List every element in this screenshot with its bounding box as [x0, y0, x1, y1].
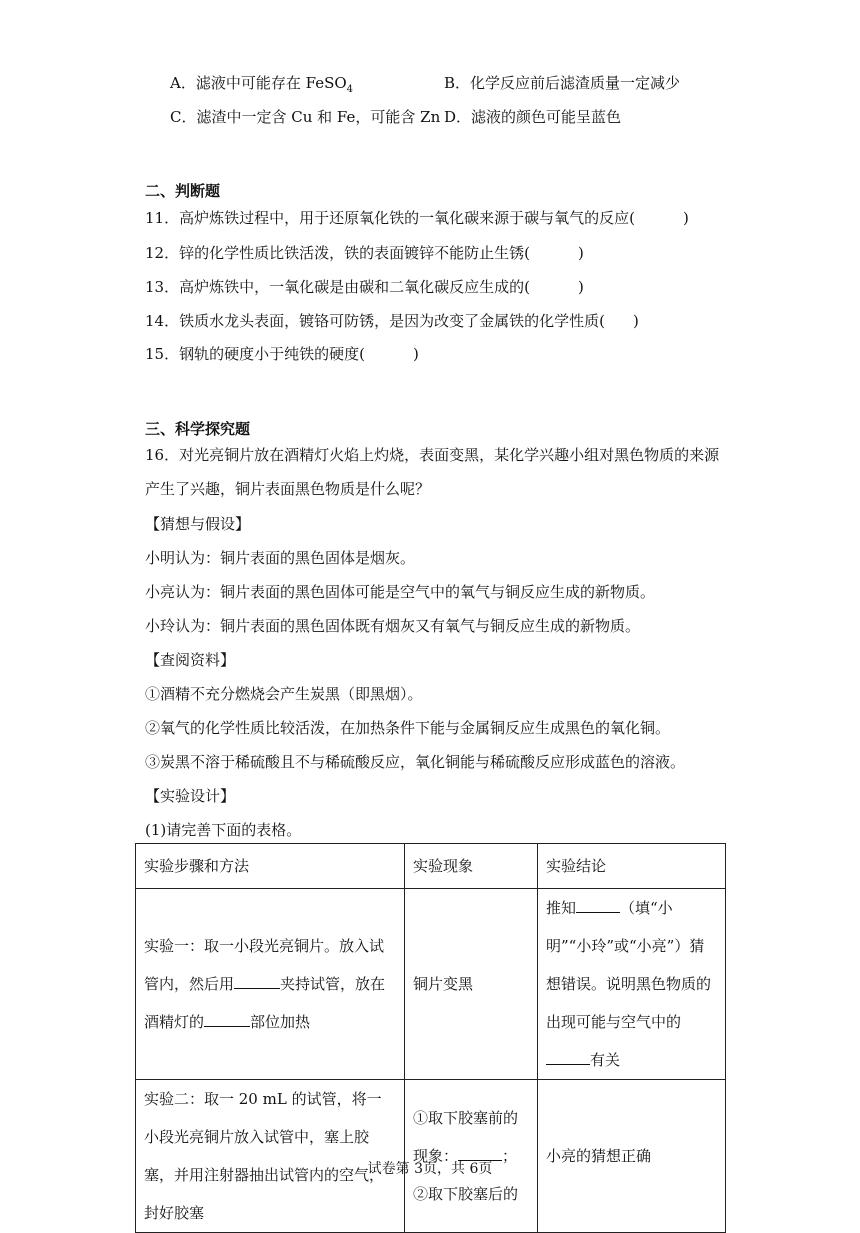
answer-blank[interactable] [234, 972, 280, 989]
question-16-line-1: 16．对光亮铜片放在酒精灯火焰上灼烧，表面变黑，某化学兴趣小组对黑色物质的来源 [145, 446, 720, 464]
reference-heading: 【查阅资料】 [145, 651, 236, 669]
experiment-1-conclusion: 推知 （填“小明”“小玲”或“小亮”）猜想错误。说明黑色物质的出现可能与空气中的有关 [538, 889, 726, 1080]
question-16-line-2: 产生了兴趣，铜片表面黑色物质是什么呢？ [145, 480, 431, 498]
header-steps: 实验步骤和方法 [136, 844, 405, 889]
answer-blank[interactable] [546, 1048, 590, 1065]
option-d: D．滤液的颜色可能呈蓝色 [444, 108, 622, 126]
experiment-1-steps: 实验一：取一小段光亮铜片。放入试管内，然后用 夹持试管，放在酒精灯的 部位加热 [136, 889, 405, 1080]
section-2-heading: 二、判断题 [145, 182, 221, 200]
reference-1: ①酒精不充分燃烧会产生炭黑（即黑烟）。 [145, 685, 423, 703]
header-phenomenon: 实验现象 [405, 844, 538, 889]
reference-2: ②氧气的化学性质比较活泼，在加热条件下能与金属铜反应生成黑色的氧化铜。 [145, 719, 671, 737]
design-heading: 【实验设计】 [145, 787, 236, 805]
option-b: B．化学反应前后滤渣质量一定减少 [444, 74, 681, 92]
table-row [136, 889, 726, 1080]
table-header-row [136, 844, 726, 889]
table-row [136, 1080, 726, 1233]
answer-blank[interactable] [204, 1010, 250, 1027]
experiment-1-phenomenon: 铜片变黑 [405, 889, 538, 1080]
question-13: 13．高炉炼铁中，一氧化碳是由碳和二氧化碳反应生成的( ) [145, 278, 584, 296]
xiaoling-hypothesis: 小玲认为：铜片表面的黑色固体既有烟灰又有氧气与铜反应生成的新物质。 [145, 617, 641, 635]
experiment-2-phenomenon: ①取下胶塞前的现象： ； ②取下胶塞后的 [405, 1080, 538, 1233]
question-14: 14．铁质水龙头表面，镀铬可防锈，是因为改变了金属铁的化学性质( ) [145, 312, 639, 330]
experiment-2-conclusion: 小亮的猜想正确 [538, 1080, 726, 1233]
hypothesis-heading: 【猜想与假设】 [145, 515, 251, 533]
question-12: 12．锌的化学性质比铁活泼，铁的表面镀锌不能防止生锈( ) [145, 244, 584, 262]
section-3-heading: 三、科学探究题 [145, 420, 251, 438]
header-conclusion: 实验结论 [538, 844, 726, 889]
table-intro: (1)请完善下面的表格。 [145, 821, 302, 839]
answer-blank[interactable] [576, 896, 620, 913]
experiment-2-steps: 实验二：取一 20 mL 的试管，将一小段光亮铜片放入试管中，塞上胶塞，并用注射器抽出试管内的空气，封好胶塞 [136, 1080, 405, 1233]
question-11: 11．高炉炼铁过程中，用于还原氧化铁的一氧化碳来源于碳与氧气的反应( ) [145, 209, 689, 227]
page-footer: 试卷第 3页，共 6页 [367, 1161, 493, 1177]
option-c: C．滤渣中一定含 Cu 和 Fe，可能含 Zn [170, 108, 441, 126]
xiaoming-hypothesis: 小明认为：铜片表面的黑色固体是烟灰。 [145, 549, 416, 567]
xiaoliang-hypothesis: 小亮认为：铜片表面的黑色固体可能是空气中的氧气与铜反应生成的新物质。 [145, 583, 656, 601]
question-15: 15．钢轨的硬度小于纯铁的硬度( ) [145, 345, 419, 363]
reference-3: ③炭黑不溶于稀硫酸且不与稀硫酸反应，氧化铜能与稀硫酸反应形成蓝色的溶液。 [145, 753, 686, 771]
option-a: A．滤液中可能存在 FeSO$_4$ [170, 74, 354, 95]
